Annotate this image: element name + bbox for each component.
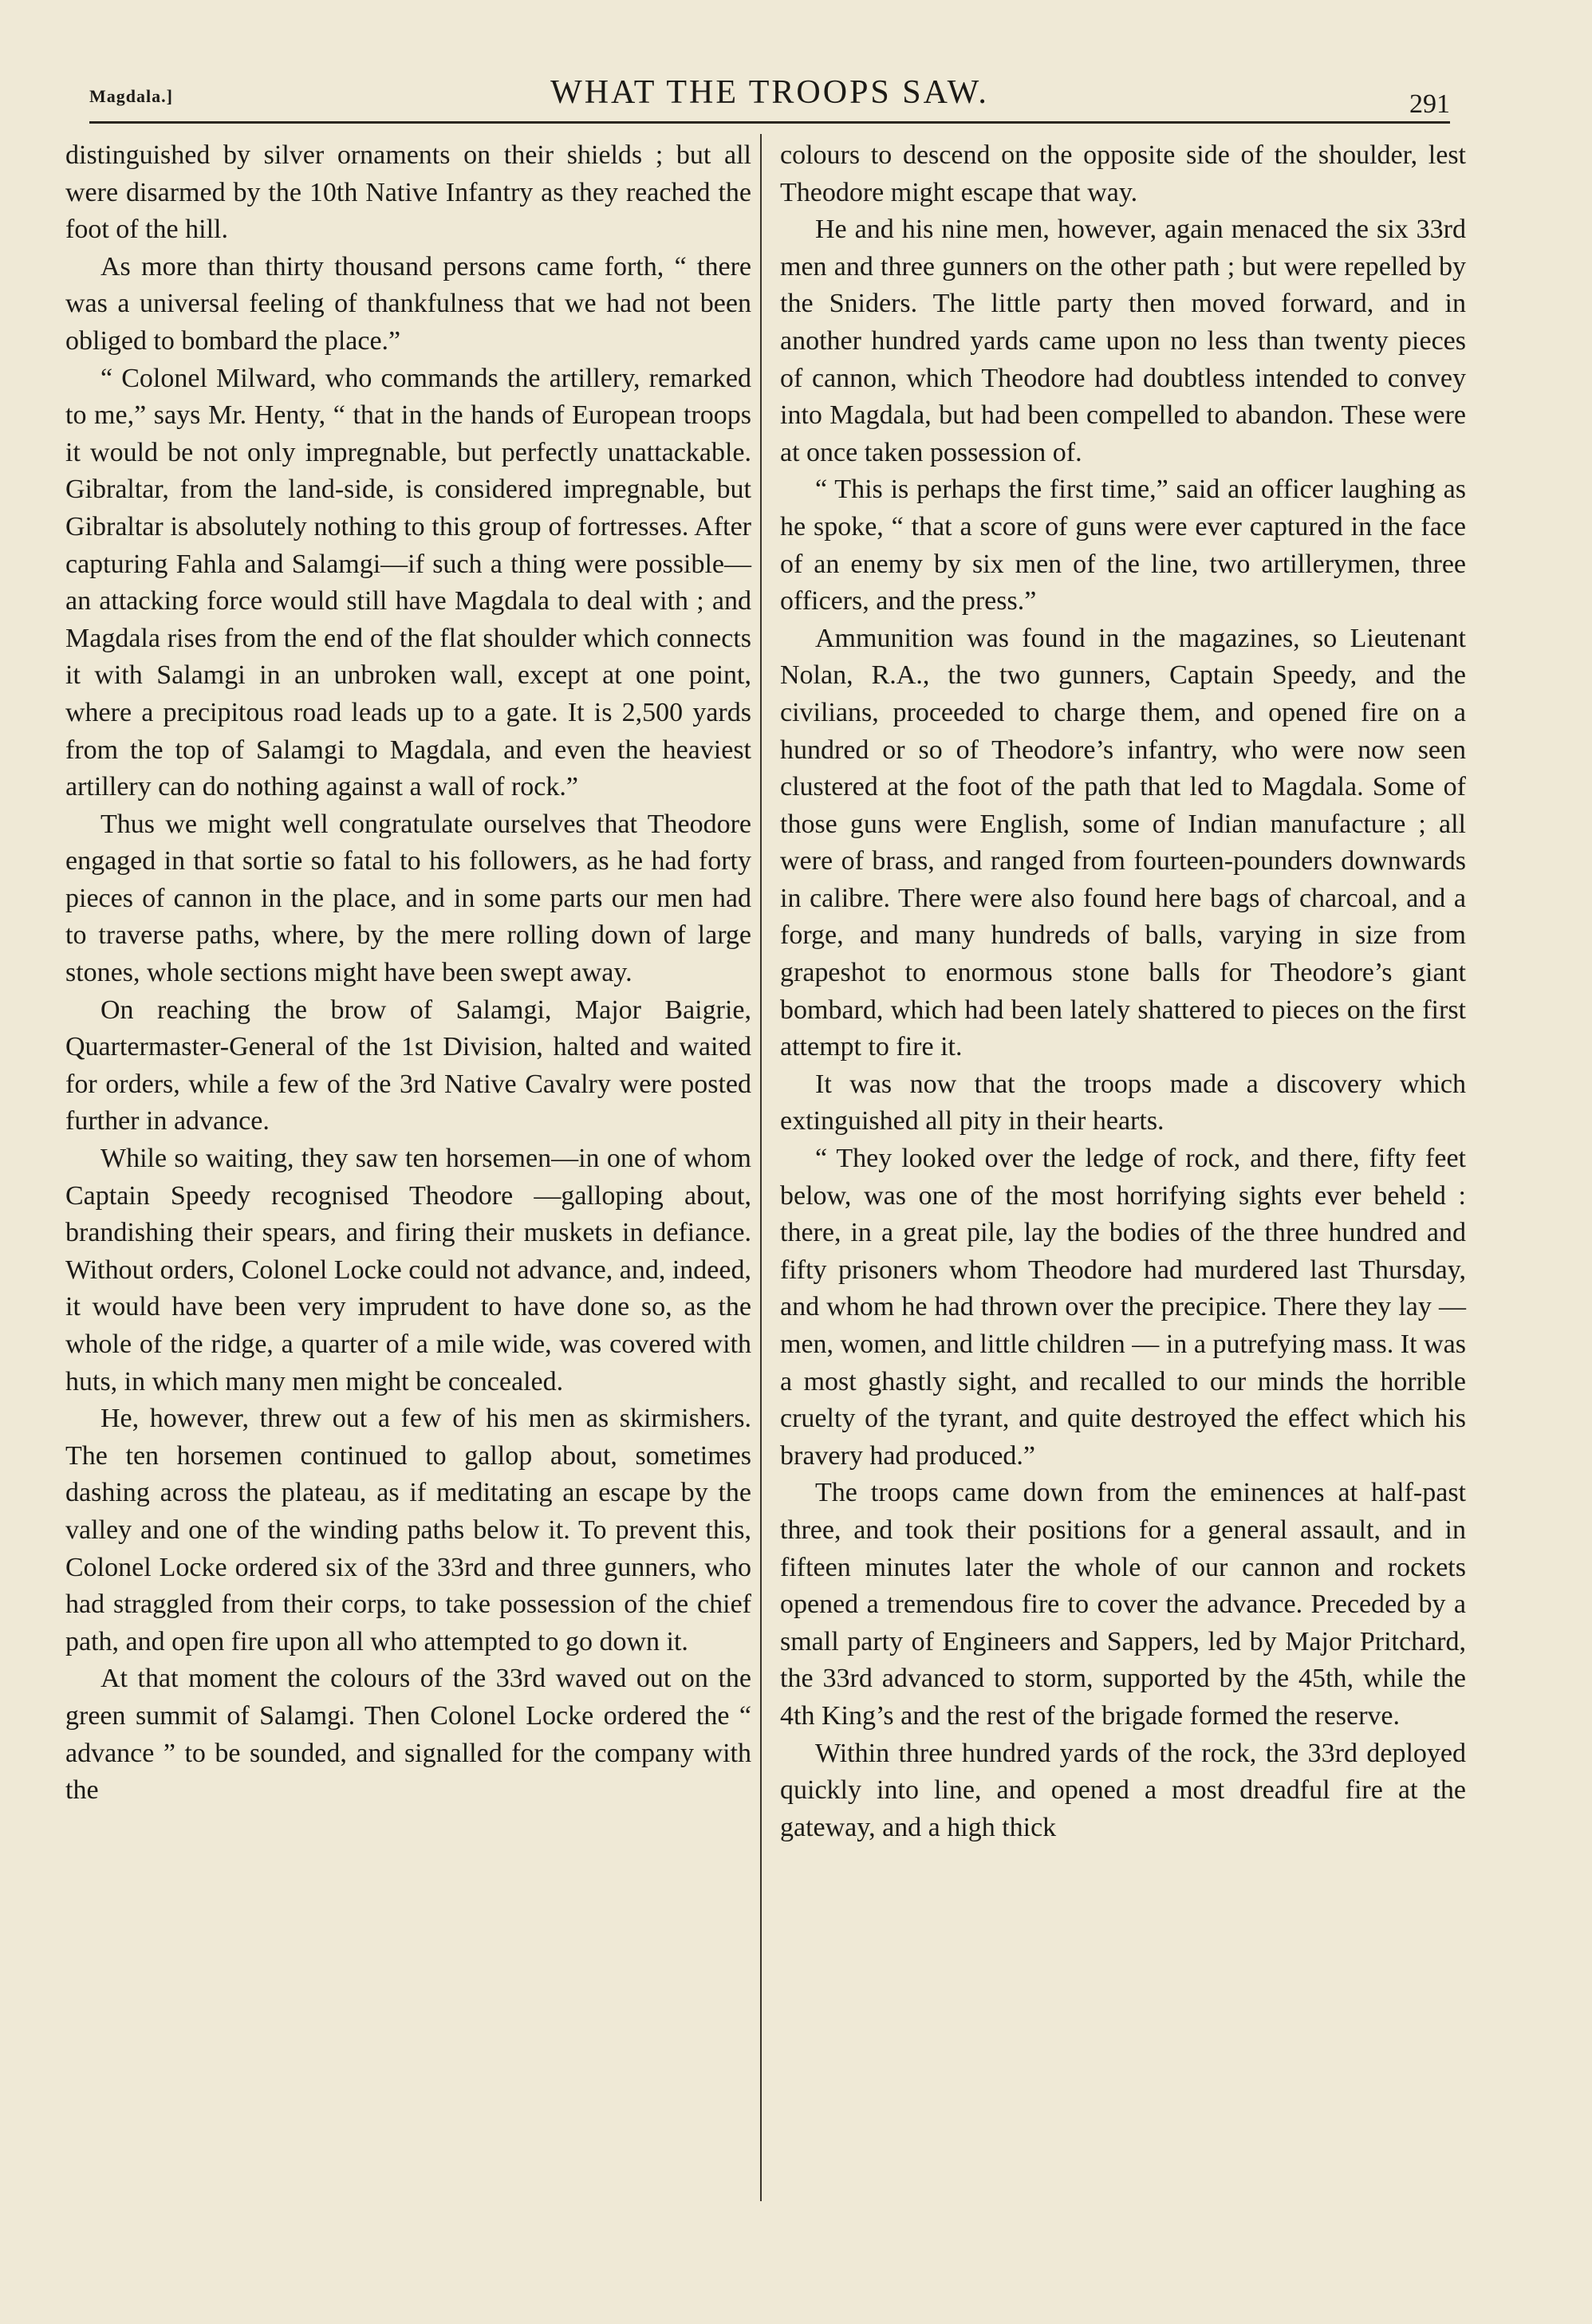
header-rule: [89, 121, 1450, 124]
paragraph: At that moment the colours of the 33rd waved out on the green summit of Salamgi. Then Colonel Locke ordered the “ advance ” to be sounded, and signalled for the company with the: [65, 1664, 751, 1806]
page-number: 291: [1409, 89, 1450, 119]
paragraph: It was now that the troops made a discovery which extinguished all pity in their hearts.: [780, 1069, 1466, 1136]
running-head: Magdala.]: [89, 86, 173, 106]
paragraph: On reaching the brow of Salamgi, Major Baigrie, Quartermaster-General of the 1st Division, halted and waited for orders, while a few of the 3rd Native Cavalry were posted further in advance.: [65, 995, 751, 1136]
paragraph: Ammunition was found in the magazines, so Lieutenant Nolan, R.A., the two gunners, Captain Speedy, and the civilians, proceeded to charge them, and opened fire on a hundred or so of Theodore’s infantry, who were now seen clustered at the foot of the path that led to Magdala. Some of those guns were English, some of Indian manufacture ; all were of brass, and ranged from fourteen-pounders downwards in calibre. There were also found here bags of charcoal, and a forge, and many hundreds of balls, varying in size from grapeshot to enormous stone balls for Theodore’s giant bombard, which had been lately shattered to pieces on the first attempt to fire it.: [780, 623, 1466, 1062]
paragraph: colours to descend on the opposite side of the shoulder, lest Theodore might escape that way.: [780, 140, 1466, 207]
paragraph: He, however, threw out a few of his men as skirmishers. The ten horsemen continued to gallop about, sometimes dashing across the plateau, as if meditating an escape by the valley and one of the winding paths below it. To prevent this, Colonel Locke ordered six of the 33rd and three gunners, who had straggled from their corps, to take possession of the chief path, and open fire upon all who attempted to go down it.: [65, 1404, 751, 1656]
paragraph: “ This is perhaps the first time,” said an officer laughing as he spoke, “ that a score of guns were ever captured in the face of an enemy by six men of the line, two artillerymen, three officers, and the press.”: [780, 475, 1466, 616]
column-divider: [760, 134, 762, 2201]
paragraph: distinguished by silver ornaments on their shields ; but all were disarmed by the 10th Native Infantry as they reached the foot of the hill.: [65, 140, 751, 245]
paragraph: While so waiting, they saw ten horsemen—in one of whom Captain Speedy recognised Theodore —galloping about, brandishing their spears, and firing their muskets in defiance. Without orders, Colonel Locke could not advance, and, indeed, it would have been very imprudent to have done so, as the whole of the ridge, a quarter of a mile wide, was covered with huts, in which many men might be concealed.: [65, 1144, 751, 1396]
paragraph: As more than thirty thousand persons came forth, “ there was a universal feeling of thankfulness that we had not been obliged to bombard the place.”: [65, 251, 751, 356]
paragraph: He and his nine men, however, again menaced the six 33rd men and three gunners on the other path ; but were repelled by the Sniders. The little party then moved forward, and in another hundred yards came upon no less than twenty pieces of cannon, which Theodore had doubtless intended to convey into Magdala, but had been compelled to abandon. These were at once taken possession of.: [780, 215, 1466, 467]
paragraph: “ They looked over the ledge of rock, and there, fifty feet below, was one of the most horrifying sights ever beheld : there, in a great pile, lay the bodies of the three hundred and fifty prisoners whom Theodore had murdered last Thursday, and whom he had thrown over the precipice. There they lay — men, women, and little children — in a putrefying mass. It was a most ghastly sight, and recalled to our minds the horrible cruelty of the tyrant, and quite destroyed the effect which his bravery had produced.”: [780, 1144, 1466, 1471]
paragraph: The troops came down from the eminences at half-past three, and took their positions for a general assault, and in fifteen minutes later the whole of our cannon and rockets opened a tremendous fire to cover the advance. Preceded by a small party of Engineers and Sappers, led by Major Pritchard, the 33rd advanced to storm, supported by the 45th, while the 4th King’s and the rest of the brigade formed the reserve.: [780, 1478, 1466, 1731]
page-title: WHAT THE TROOPS SAW.: [550, 74, 989, 111]
paragraph: Thus we might well congratulate ourselves that Theodore engaged in that sortie so fatal to his followers, as he had forty pieces of cannon in the place, and in some parts our men had to traverse paths, where, by the mere rolling down of large stones, whole sections might have been swept away.: [65, 809, 751, 988]
right-column: [780, 137, 1466, 1846]
paragraph: “ Colonel Milward, who commands the artillery, remarked to me,” says Mr. Henty, “ that in the hands of European troops it would be not only impregnable, but perfectly unattackable. Gibraltar, from the land-side, is considered impregnable, but Gibraltar is absolutely nothing to this group of fortresses. After capturing Fahla and Salamgi—if such a thing were possible—an attacking force would still have Magdala to deal with ; and Magdala rises from the end of the flat shoulder which connects it with Salamgi in an unbroken wall, except at one point, where a precipitous road leads up to a gate. It is 2,500 yards from the top of Salamgi to Magdala, and even the heaviest artillery can do nothing against a wall of rock.”: [65, 363, 751, 802]
left-column: [65, 137, 751, 1810]
paragraph: Within three hundred yards of the rock, the 33rd deployed quickly into line, and opened a most dreadful fire at the gateway, and a high thick: [780, 1738, 1466, 1842]
